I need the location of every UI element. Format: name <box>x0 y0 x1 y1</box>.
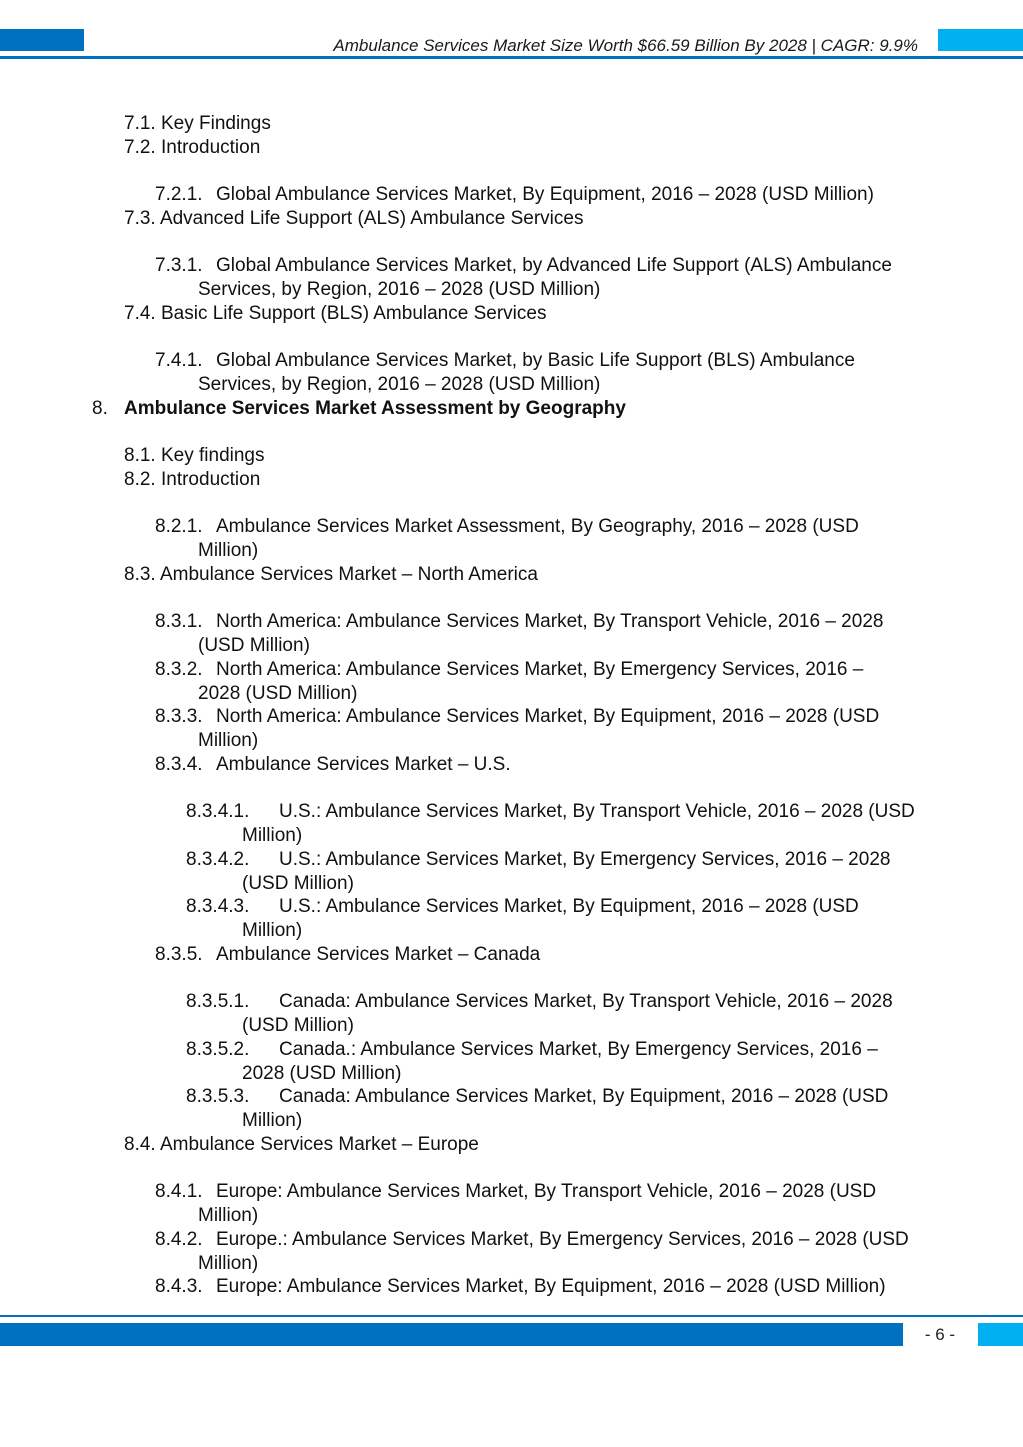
toc-text: Introduction <box>160 137 261 158</box>
toc-entry <box>155 1275 886 1299</box>
toc-entry <box>124 1133 479 1157</box>
toc-text: U.S.: Ambulance Services Market, By Transport Vehicle, 2016 – 2028 (USD <box>279 801 915 822</box>
toc-entry <box>155 515 859 563</box>
toc-number: 8.3.4.2. <box>186 849 250 870</box>
toc-text-continued: (USD Million) <box>242 1015 354 1036</box>
toc-text-continued: Million) <box>242 1110 303 1131</box>
toc-number: 8.2. <box>124 469 156 490</box>
toc-entry <box>155 658 863 706</box>
toc-text: Europe.: Ambulance Services Market, By Emergency Services, 2016 – 2028 (USD <box>216 1229 909 1250</box>
toc-text-continued: Million) <box>198 1205 259 1226</box>
toc-number: 8.3.5.3. <box>186 1086 250 1107</box>
toc-text: Global Ambulance Services Market, by Advanced Life Support (ALS) Ambulance <box>216 255 892 276</box>
toc-entry <box>124 302 546 326</box>
toc-text: Canada: Ambulance Services Market, By Equipment, 2016 – 2028 (USD <box>279 1086 889 1107</box>
toc-number: 8.3.4. <box>155 754 203 775</box>
footer-rule <box>0 1315 1023 1317</box>
header-rule <box>0 56 1023 59</box>
toc-text: Ambulance Services Market – U.S. <box>216 754 511 775</box>
toc-text-continued: Million) <box>242 920 303 941</box>
toc-entry <box>186 1038 878 1086</box>
toc-number: 8.4.1. <box>155 1181 203 1202</box>
toc-entry <box>155 349 855 397</box>
toc-text-continued: Services, by Region, 2016 – 2028 (USD Million) <box>198 374 601 395</box>
toc-entry <box>155 254 892 302</box>
toc-text-continued: Million) <box>198 730 259 751</box>
toc-entry <box>124 112 271 136</box>
toc-number: 7.3. <box>124 208 156 229</box>
toc-text: Basic Life Support (BLS) Ambulance Services <box>160 303 547 324</box>
toc-entry <box>155 753 511 777</box>
toc-text: Europe: Ambulance Services Market, By Transport Vehicle, 2016 – 2028 (USD <box>216 1181 877 1202</box>
toc-number: 8.3.2. <box>155 659 203 680</box>
toc-text-continued: (USD Million) <box>242 873 354 894</box>
toc-text: Ambulance Services Market Assessment, By Geography, 2016 – 2028 (USD <box>216 516 859 537</box>
toc-entry <box>186 848 890 896</box>
toc-number: 8.4.3. <box>155 1276 203 1297</box>
toc-number: 8.3.4.3. <box>186 896 250 917</box>
toc-number: 7.3.1. <box>155 255 203 276</box>
toc-entry <box>155 1228 909 1276</box>
toc-number: 7.2. <box>124 137 156 158</box>
toc-number: 8.3.3. <box>155 706 203 727</box>
toc-entry <box>124 207 583 231</box>
toc-text: Global Ambulance Services Market, by Basic Life Support (BLS) Ambulance <box>216 350 855 371</box>
toc-number: 7.2.1. <box>155 184 203 205</box>
footer-accent-left <box>0 1323 903 1346</box>
toc-text-continued: Services, by Region, 2016 – 2028 (USD Million) <box>198 279 601 300</box>
toc-text: North America: Ambulance Services Market, By Equipment, 2016 – 2028 (USD <box>216 706 880 727</box>
toc-entry <box>124 136 260 160</box>
toc-entry <box>155 1180 876 1228</box>
toc-text: Advanced Life Support (ALS) Ambulance Services <box>159 208 584 229</box>
toc-number: 7.4. <box>124 303 156 324</box>
toc-entry <box>155 183 874 207</box>
toc-text: Ambulance Services Market – North America <box>159 564 538 585</box>
toc-number: 8.3.5.1. <box>186 991 250 1012</box>
toc-text-continued: 2028 (USD Million) <box>198 683 358 704</box>
toc-text: Key findings <box>160 445 265 466</box>
toc-text-continued: Million) <box>198 540 259 561</box>
toc-entry <box>155 610 883 658</box>
toc-text: Introduction <box>160 469 261 490</box>
page-number: - 6 - <box>924 1325 956 1344</box>
toc-text: U.S.: Ambulance Services Market, By Equipment, 2016 – 2028 (USD <box>279 896 859 917</box>
toc-entry-chapter <box>92 397 626 421</box>
toc-number: 8.3.4.1. <box>186 801 250 822</box>
toc-number: 7.4.1. <box>155 350 203 371</box>
toc-entry <box>124 468 260 492</box>
toc-text-continued: Million) <box>198 1253 259 1274</box>
toc-entry <box>155 943 540 967</box>
toc-text: Ambulance Services Market Assessment by Geography <box>124 398 626 419</box>
toc-number: 8.2.1. <box>155 516 203 537</box>
toc-text: U.S.: Ambulance Services Market, By Emergency Services, 2016 – 2028 <box>279 849 891 870</box>
toc-entry <box>124 563 538 587</box>
toc-entry <box>186 990 893 1038</box>
toc-number: 8.4. <box>124 1134 156 1155</box>
toc-text-continued: Million) <box>242 825 303 846</box>
toc-number: 7.1. <box>124 113 156 134</box>
toc-text-continued: (USD Million) <box>198 635 310 656</box>
toc-number: 8.1. <box>124 445 156 466</box>
toc-text: Global Ambulance Services Market, By Equipment, 2016 – 2028 (USD Million) <box>216 184 874 205</box>
toc-text: North America: Ambulance Services Market, By Emergency Services, 2016 – <box>216 659 864 680</box>
toc-text: Ambulance Services Market – Canada <box>216 944 541 965</box>
toc-number: 8.3.5. <box>155 944 203 965</box>
toc-number: 8.3.5.2. <box>186 1039 250 1060</box>
header-title: Ambulance Services Market Size Worth $66.59 Billion By 2028 | CAGR: 9.9% <box>333 36 918 55</box>
toc-number: 8. <box>92 398 108 419</box>
toc-entry <box>186 1085 888 1133</box>
toc-entry <box>186 895 859 943</box>
toc-text: Ambulance Services Market – Europe <box>159 1134 479 1155</box>
toc-number: 8.3.1. <box>155 611 203 632</box>
toc-text: North America: Ambulance Services Market, By Transport Vehicle, 2016 – 2028 <box>216 611 884 632</box>
toc-number: 8.3. <box>124 564 156 585</box>
toc-text: Canada: Ambulance Services Market, By Transport Vehicle, 2016 – 2028 <box>279 991 893 1012</box>
toc-text: Europe: Ambulance Services Market, By Equipment, 2016 – 2028 (USD Million) <box>216 1276 886 1297</box>
toc-entry <box>155 705 879 753</box>
toc-text: Key Findings <box>160 113 271 134</box>
toc-entry <box>186 800 915 848</box>
toc-entry <box>124 444 265 468</box>
header-accent-right <box>938 29 1023 51</box>
footer-accent-right <box>978 1323 1023 1346</box>
toc-text-continued: 2028 (USD Million) <box>242 1063 402 1084</box>
toc-number: 8.4.2. <box>155 1229 203 1250</box>
toc-text: Canada.: Ambulance Services Market, By Emergency Services, 2016 – <box>279 1039 878 1060</box>
